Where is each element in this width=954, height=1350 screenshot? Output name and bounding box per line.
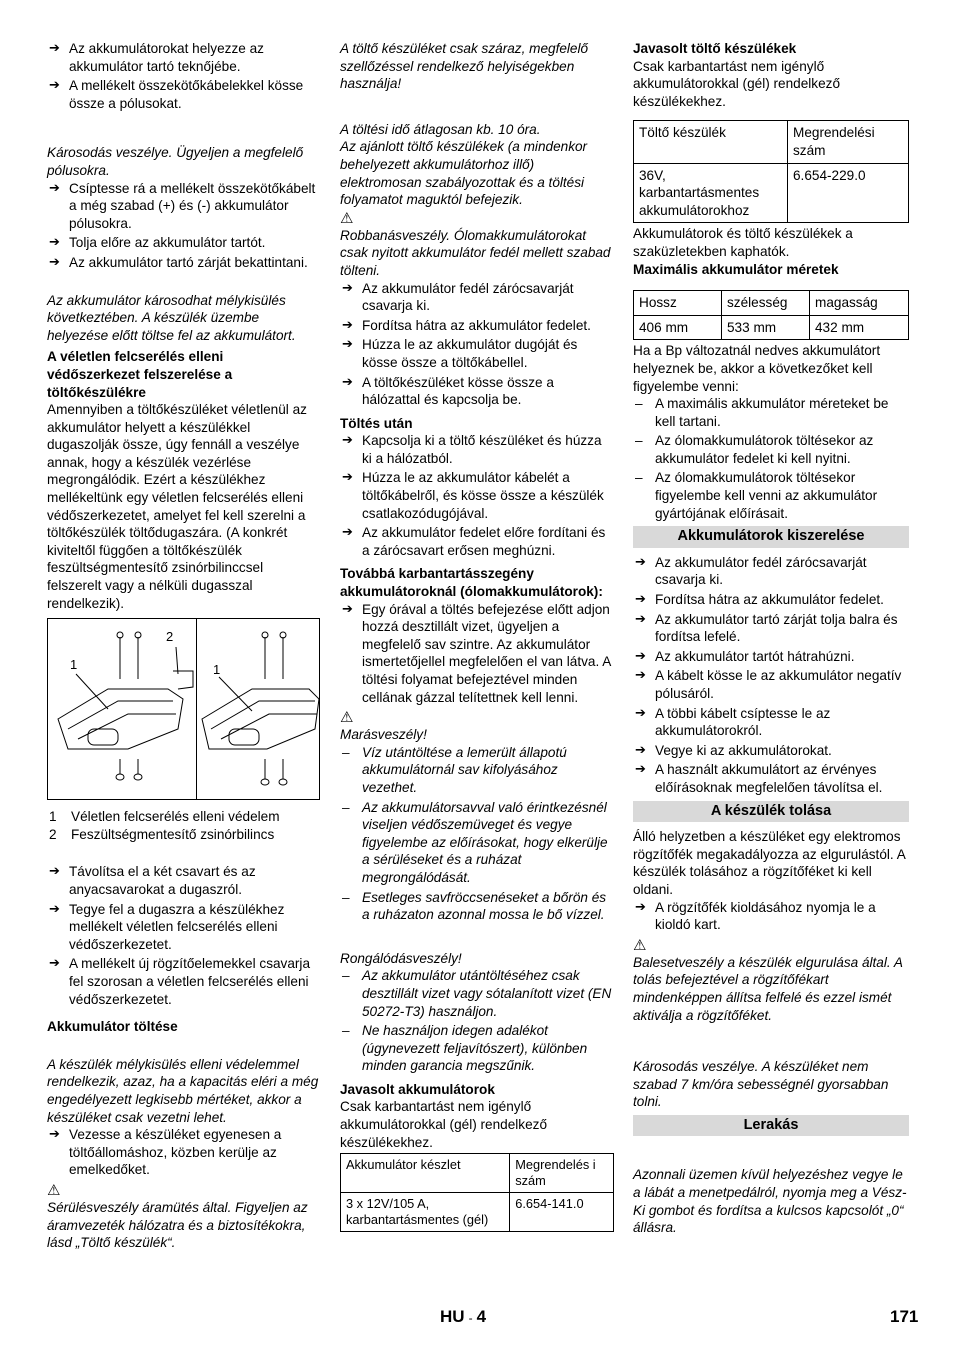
table-cell: 36V, karbantartásmentes akkumulátorokhoz [634, 163, 788, 223]
section-title-bar: Akkumulátorok kiszerelése [633, 526, 909, 548]
section-heading: A véletlen felcserélés elleni védőszerkezet felszerelése a töltőkészülékre [47, 349, 233, 400]
note: Rongálódásveszély! [340, 950, 462, 966]
dash-item: – Az akkumulátorsavval való érintkezésnél viseljen védőszemüveget és vegye figyelembe az előírásokat, hogy elkerülje a sérüléseket és a ruházat megrongálódását. [340, 799, 614, 887]
step: ➔ Csíptesse rá a mellékelt összekötőkábelt a még szabad (+) és (-) akkumulátor pólusokra. [47, 180, 320, 233]
callout-1: 1 [70, 657, 78, 673]
warning-text: Sérülésveszély áramütés által. Figyeljen az áramvezeték hálózatra és a biztosítékokra, lásd „Töltő készülék“. [47, 1199, 308, 1251]
note: Azonnali üzemen kívül helyezéshez vegye le a lábát a menetpedálról, nyomja meg a Vész-Ki gombot és fordítsa a kulcsos kapcsolót „0“ állásra. [633, 1167, 907, 1236]
paragraph: Csak karbantartást nem igénylő akkumulátorokkal (gél) rendelkező készülékekhez. [633, 58, 841, 109]
footer-dash: - [468, 1311, 473, 1325]
battery-table [340, 1153, 614, 1232]
column-1 [47, 40, 320, 1252]
table-cell: 6.654-229.0 [788, 163, 909, 223]
paragraph: Amennyiben a töltőkészüléket véletlenül az akkumulátor helyett a készülékkel dugaszolják össze, úgy fennáll a veszélye annak, hogy a készülék vezérlése megrongálódik. Ezért a készülékhez mellékeltünk egy véletlen felcserélés elleni védőszerkezetet, amelyet fel kell szerelni a töltőkészülék töltődugaszára. (A konkrét kiviteltől függően a töltőkészülék feszültségmentesítő zsinórbilinccsel felszerelt vagy a nélküli dugasszal rendelkezik). [47, 402, 307, 611]
table-header: Hossz [634, 291, 722, 316]
charger-table [633, 120, 909, 223]
table-header: szélesség [722, 291, 810, 316]
warning-text: Balesetveszély a készülék elgurulása által. A tolás befejeztével a rögzítőfékart mindenképpen állítsa felfelé és ezzel ismét aktiválja a rögzítőféket. [633, 954, 903, 1023]
note: Károsodás veszélye. Ügyeljen a megfelelő pólusokra. [47, 145, 304, 178]
note: A töltési idő átlagosan kb. 10 óra. [340, 121, 541, 137]
paragraph: Ha a Bp változatnál nedves akkumulátort helyeznek be, akkor a következőket kell figyelembe venni: [633, 343, 881, 394]
table-cell: 533 mm [722, 315, 810, 340]
step: ➔ Egy órával a töltés befejezése előtt adjon hozzá desztillált vizet, ügyeljen a megfelelő sav szintre. Az akkumulátor ismertetőjellel megfelelően el van látva. A töltési folyamat befejeztével minden cellának gázzal telítettnek kell lenni. [340, 601, 614, 707]
dash-item: – Esetleges savfröccsenéseket a bőrön és a ruházaton azonnal mossa le bő vízzel. [340, 889, 614, 924]
legend-item: 2 Feszültségmentesítő zsinórbilincs [49, 826, 275, 842]
dash-item: – Víz utántöltése a lemerült állapotú akkumulátornál sav kifolyásához vezethet. [340, 744, 614, 797]
step: ➔ Tegye fel a dugaszra a készülékhez mellékelt véletlen felcserélés elleni védőszerkezetet. [47, 901, 320, 954]
section-heading: Maximális akkumulátor méretek [633, 261, 839, 277]
step: ➔ Fordítsa hátra az akkumulátor fedelet. [633, 591, 909, 609]
page-number: 171 [890, 1307, 919, 1326]
warning-text: Marásveszély! [340, 727, 427, 743]
note: Károsodás veszélye. A készüléket nem szabad 7 km/óra sebességnél gyorsabban tolni. [633, 1059, 889, 1110]
warning-icon: ⚠ [340, 708, 354, 727]
step: ➔ Az akkumulátor fedelet előre fordítani és a zárócsavart erősen meghúzni. [340, 524, 614, 559]
step: ➔ A rögzítőfék kioldásához nyomja le a kioldó kart. [633, 899, 909, 934]
step: ➔ Fordítsa hátra az akkumulátor fedelet. [340, 317, 614, 335]
section-title-bar: Lerakás [633, 1115, 909, 1137]
step: ➔ A mellékelt összekötőkábelekkel kösse össze a pólusokat. [47, 77, 320, 112]
step: ➔ Távolítsa el a két csavart és az anyacsavarokat a dugaszról. [47, 863, 320, 898]
legend-item: 1 Véletlen felcserélés elleni védelem [49, 809, 280, 825]
table-cell: 3 x 12V/105 A, karbantartásmentes (gél) [341, 1193, 510, 1232]
dash-item: – Az ólomakkumulátorok töltésekor figyelembe kell venni az akkumulátor gyártójának előírásait. [633, 469, 909, 522]
step: ➔ Vegye ki az akkumulátorokat. [633, 742, 909, 760]
table-cell: 6.654-141.0 [510, 1193, 614, 1232]
callout-1: 1 [213, 662, 221, 678]
step: ➔ A kábelt kösse le az akkumulátor negatív pólusáról. [633, 667, 909, 702]
plug-illustration-left [48, 619, 196, 799]
section-heading: Továbbá karbantartásszegény akkumulátoroknál (ólomakkumulátorok): [340, 566, 603, 600]
table-header: Akkumulátor készlet [341, 1154, 510, 1193]
step: ➔ A mellékelt új rögzítőelemekkel csavarja fel szorosan a véletlen felcserélés elleni védőszerkezetet. [47, 955, 320, 1008]
table-header: Megrendelés i szám [510, 1154, 614, 1193]
step: ➔ A többi kábelt csíptesse le az akkumulátorokról. [633, 705, 909, 740]
paragraph: Álló helyzetben a készüléket egy elektromos rögzítőfék megakadályozza az elgurulástól. A készülék tolásához a rögzítőféket ki kell oldani. [633, 829, 906, 897]
section-heading: Töltés után [340, 415, 413, 431]
step: ➔ Az akkumulátor tartót hátrahúzni. [633, 648, 909, 666]
section-heading: Javasolt töltő készülékek [633, 41, 797, 56]
step: ➔ Kapcsolja ki a töltő készüléket és húzza ki a hálózatból. [340, 432, 614, 467]
footer-section-number: 4 [476, 1307, 487, 1326]
step: ➔ A töltőkészüléket kösse össze a hálózattal és kapcsolja be. [340, 374, 614, 409]
section-heading: Akkumulátor töltése [47, 1019, 178, 1035]
callout-2: 2 [166, 629, 174, 645]
step: ➔ Az akkumulátor fedél zárócsavarját csavarja ki. [340, 280, 614, 315]
figure-left [48, 619, 196, 799]
dash-item: – Az ólomakkumulátorok töltésekor az akkumulátor fedelet ki kell nyitni. [633, 432, 909, 467]
step: ➔ A használt akkumulátort az érvényes előírásoknak megfelelően távolítsa el. [633, 761, 909, 796]
step: ➔ Az akkumulátorokat helyezze az akkumulátor tartó teknőjébe. [47, 40, 320, 75]
dash-item: – A maximális akkumulátor méreteket be kell tartani. [633, 395, 909, 430]
step: ➔ Az akkumulátor fedél zárócsavarját csavarja ki. [633, 554, 909, 589]
note: A töltő készüléket csak száraz, megfelelő szellőzéssel rendelkező helyiségekben használja! [340, 41, 589, 92]
paragraph: Csak karbantartást nem igénylő akkumulátorokkal (gél) rendelkező készülékekhez. [340, 1099, 548, 1150]
warning-icon: ⚠ [340, 208, 354, 227]
dash-item: – Az akkumulátor utántöltéséhez csak desztillált vizet vagy sótalanított vizet (EN 50272-T3) használjon. [340, 967, 614, 1020]
step: ➔ Az akkumulátor tartó zárját tolja balra és fordítsa lefelé. [633, 611, 909, 646]
table-header: magasság [810, 291, 909, 316]
column-2 [340, 40, 614, 1234]
step: ➔ Húzza le az akkumulátor dugóját és kösse össze a töltőkábellel. [340, 336, 614, 371]
note: Az ajánlott töltő készülékek (a mindenkor behelyezett akkumulátorhoz illő) elektromosan szabályozottak és a töltési folyamatot maguktól befejezik. [340, 139, 588, 208]
warning-icon: ⚠ [633, 935, 647, 954]
note: A készülék mélykisülés elleni védelemmel rendelkezik, azaz, ha a kapacitás eléri a még engedélyezett legkisebb mértéket, akkor a készüléket csak vezetni lehet. [47, 1056, 319, 1125]
plug-illustration-right [197, 619, 323, 799]
step: ➔ Vezesse a készüléket egyenesen a töltőállomáshoz, közben kerülje az emelkedőket. [47, 1126, 320, 1179]
warning-icon: ⚠ [47, 1180, 61, 1199]
table-cell: 432 mm [810, 315, 909, 340]
paragraph: Akkumulátorok és töltő készülékek a szaküzletekben kaphatók. [633, 226, 853, 259]
section-heading: Javasolt akkumulátorok [340, 1081, 495, 1097]
step: ➔ Húzza le az akkumulátor kábelét a töltőkábelről, és kösse össze a készülék csatlakozódugójával. [340, 469, 614, 522]
section-title-bar: A készülék tolása [633, 801, 909, 823]
step: ➔ Tolja előre az akkumulátor tartót. [47, 234, 320, 252]
warning-text: Robbanásveszély. Ólomakkumulátorokat csak nyitott akkumulátor fedél mellett szabad tölteni. [340, 227, 611, 278]
footer-language: HU [440, 1307, 465, 1326]
step: ➔ Az akkumulátor tartó zárját bekattintani. [47, 254, 320, 272]
note: Az akkumulátor károsodhat mélykisülés következtében. A készülék üzembe helyezése előtt töltse fel az akkumulátort. [47, 292, 296, 343]
dash-item: – Ne használjon idegen adalékot (úgynevezett feljavítószert), különben minden garancia megszűnik. [340, 1022, 614, 1075]
footer-language-page [440, 1308, 486, 1328]
figure-right [196, 619, 323, 799]
figure-reverse-protection [47, 618, 320, 800]
column-3 [633, 40, 909, 1237]
table-header: Töltő készülék [634, 121, 788, 163]
table-cell: 406 mm [634, 315, 722, 340]
battery-dimensions-table [633, 290, 909, 340]
table-header: Megrendelési szám [788, 121, 909, 163]
